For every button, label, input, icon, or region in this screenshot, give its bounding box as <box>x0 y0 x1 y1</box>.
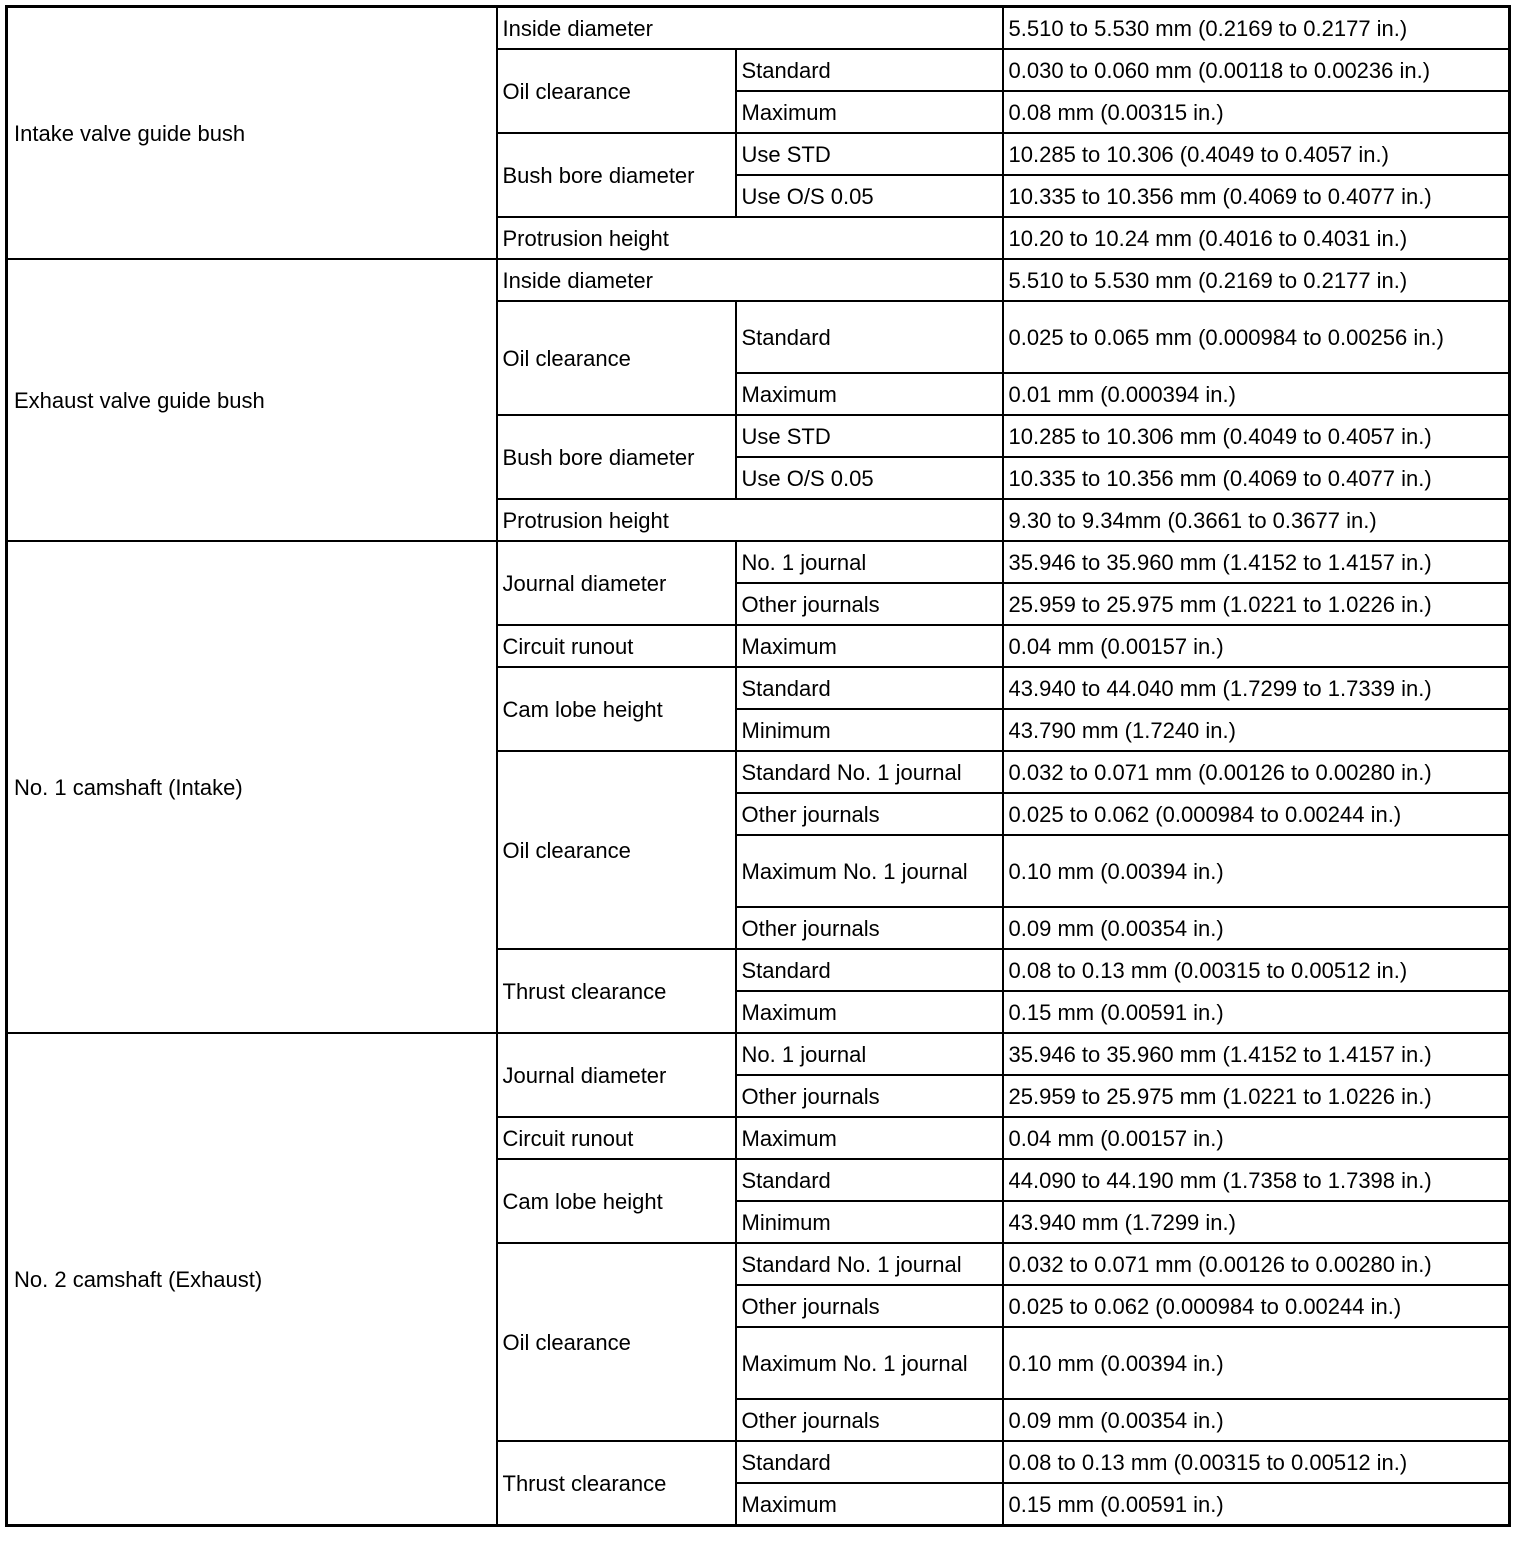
item-cell: Journal diameter <box>497 1033 736 1117</box>
condition-cell: Maximum <box>736 1117 1003 1159</box>
value-cell: 43.940 to 44.040 mm (1.7299 to 1.7339 in.) <box>1003 667 1510 709</box>
condition-cell: Standard <box>736 949 1003 991</box>
value-cell: 10.285 to 10.306 mm (0.4049 to 0.4057 in.) <box>1003 415 1510 457</box>
value-cell: 35.946 to 35.960 mm (1.4152 to 1.4157 in.) <box>1003 541 1510 583</box>
value-cell: 0.08 to 0.13 mm (0.00315 to 0.00512 in.) <box>1003 949 1510 991</box>
condition-cell: Minimum <box>736 1201 1003 1243</box>
value-cell: 25.959 to 25.975 mm (1.0221 to 1.0226 in.) <box>1003 583 1510 625</box>
condition-cell: Use O/S 0.05 <box>736 175 1003 217</box>
condition-cell: Other journals <box>736 583 1003 625</box>
condition-cell: Standard No. 1 journal <box>736 751 1003 793</box>
condition-cell: Standard <box>736 49 1003 91</box>
condition-cell: Standard No. 1 journal <box>736 1243 1003 1285</box>
value-cell: 0.025 to 0.062 (0.000984 to 0.00244 in.) <box>1003 793 1510 835</box>
item-cell: Oil clearance <box>497 751 736 949</box>
item-cell: Oil clearance <box>497 1243 736 1441</box>
condition-cell: Minimum <box>736 709 1003 751</box>
item-cell: Protrusion height <box>497 499 1003 541</box>
condition-cell: No. 1 journal <box>736 541 1003 583</box>
item-cell: Thrust clearance <box>497 1441 736 1526</box>
value-cell: 10.335 to 10.356 mm (0.4069 to 0.4077 in.) <box>1003 457 1510 499</box>
condition-cell: Standard <box>736 1441 1003 1483</box>
condition-cell: Standard <box>736 301 1003 373</box>
value-cell: 44.090 to 44.190 mm (1.7358 to 1.7398 in.) <box>1003 1159 1510 1201</box>
value-cell: 10.20 to 10.24 mm (0.4016 to 0.4031 in.) <box>1003 217 1510 259</box>
condition-cell: No. 1 journal <box>736 1033 1003 1075</box>
condition-cell: Other journals <box>736 1285 1003 1327</box>
item-cell: Cam lobe height <box>497 1159 736 1243</box>
item-cell: Oil clearance <box>497 49 736 133</box>
table-row <box>7 7 1510 50</box>
table-row <box>7 1033 1510 1075</box>
item-cell: Circuit runout <box>497 625 736 667</box>
item-cell: Bush bore diameter <box>497 133 736 217</box>
value-cell: 10.335 to 10.356 mm (0.4069 to 0.4077 in.) <box>1003 175 1510 217</box>
value-cell: 9.30 to 9.34mm (0.3661 to 0.3677 in.) <box>1003 499 1510 541</box>
value-cell: 43.790 mm (1.7240 in.) <box>1003 709 1510 751</box>
component-cell: No. 1 camshaft (Intake) <box>7 541 497 1033</box>
item-cell: Circuit runout <box>497 1117 736 1159</box>
condition-cell: Standard <box>736 1159 1003 1201</box>
condition-cell: Use STD <box>736 415 1003 457</box>
value-cell: 0.10 mm (0.00394 in.) <box>1003 835 1510 907</box>
value-cell: 5.510 to 5.530 mm (0.2169 to 0.2177 in.) <box>1003 7 1510 50</box>
condition-cell: Other journals <box>736 1075 1003 1117</box>
value-cell: 43.940 mm (1.7299 in.) <box>1003 1201 1510 1243</box>
item-cell: Oil clearance <box>497 301 736 415</box>
item-cell: Journal diameter <box>497 541 736 625</box>
condition-cell: Maximum <box>736 373 1003 415</box>
condition-cell: Maximum No. 1 journal <box>736 835 1003 907</box>
value-cell: 25.959 to 25.975 mm (1.0221 to 1.0226 in.) <box>1003 1075 1510 1117</box>
value-cell: 0.15 mm (0.00591 in.) <box>1003 1483 1510 1526</box>
value-cell: 0.09 mm (0.00354 in.) <box>1003 1399 1510 1441</box>
condition-cell: Maximum <box>736 991 1003 1033</box>
item-cell: Bush bore diameter <box>497 415 736 499</box>
value-cell: 0.08 mm (0.00315 in.) <box>1003 91 1510 133</box>
condition-cell: Other journals <box>736 793 1003 835</box>
value-cell: 0.04 mm (0.00157 in.) <box>1003 625 1510 667</box>
spec-table <box>5 5 1511 1527</box>
item-cell: Inside diameter <box>497 7 1003 50</box>
item-cell: Inside diameter <box>497 259 1003 301</box>
condition-cell: Maximum No. 1 journal <box>736 1327 1003 1399</box>
value-cell: 0.025 to 0.065 mm (0.000984 to 0.00256 in.) <box>1003 301 1510 373</box>
component-cell: No. 2 camshaft (Exhaust) <box>7 1033 497 1526</box>
condition-cell: Standard <box>736 667 1003 709</box>
value-cell: 0.09 mm (0.00354 in.) <box>1003 907 1510 949</box>
spec-table-body <box>7 7 1510 1526</box>
value-cell: 0.04 mm (0.00157 in.) <box>1003 1117 1510 1159</box>
item-cell: Cam lobe height <box>497 667 736 751</box>
value-cell: 0.10 mm (0.00394 in.) <box>1003 1327 1510 1399</box>
value-cell: 0.08 to 0.13 mm (0.00315 to 0.00512 in.) <box>1003 1441 1510 1483</box>
condition-cell: Other journals <box>736 1399 1003 1441</box>
value-cell: 0.025 to 0.062 (0.000984 to 0.00244 in.) <box>1003 1285 1510 1327</box>
value-cell: 0.15 mm (0.00591 in.) <box>1003 991 1510 1033</box>
value-cell: 5.510 to 5.530 mm (0.2169 to 0.2177 in.) <box>1003 259 1510 301</box>
condition-cell: Other journals <box>736 907 1003 949</box>
value-cell: 0.030 to 0.060 mm (0.00118 to 0.00236 in.) <box>1003 49 1510 91</box>
value-cell: 0.01 mm (0.000394 in.) <box>1003 373 1510 415</box>
condition-cell: Use O/S 0.05 <box>736 457 1003 499</box>
condition-cell: Maximum <box>736 625 1003 667</box>
table-row <box>7 259 1510 301</box>
value-cell: 0.032 to 0.071 mm (0.00126 to 0.00280 in.) <box>1003 751 1510 793</box>
item-cell: Thrust clearance <box>497 949 736 1033</box>
value-cell: 0.032 to 0.071 mm (0.00126 to 0.00280 in.) <box>1003 1243 1510 1285</box>
value-cell: 10.285 to 10.306 (0.4049 to 0.4057 in.) <box>1003 133 1510 175</box>
item-cell: Protrusion height <box>497 217 1003 259</box>
component-cell: Exhaust valve guide bush <box>7 259 497 541</box>
condition-cell: Maximum <box>736 91 1003 133</box>
condition-cell: Maximum <box>736 1483 1003 1526</box>
value-cell: 35.946 to 35.960 mm (1.4152 to 1.4157 in.) <box>1003 1033 1510 1075</box>
table-row <box>7 541 1510 583</box>
component-cell: Intake valve guide bush <box>7 7 497 260</box>
condition-cell: Use STD <box>736 133 1003 175</box>
